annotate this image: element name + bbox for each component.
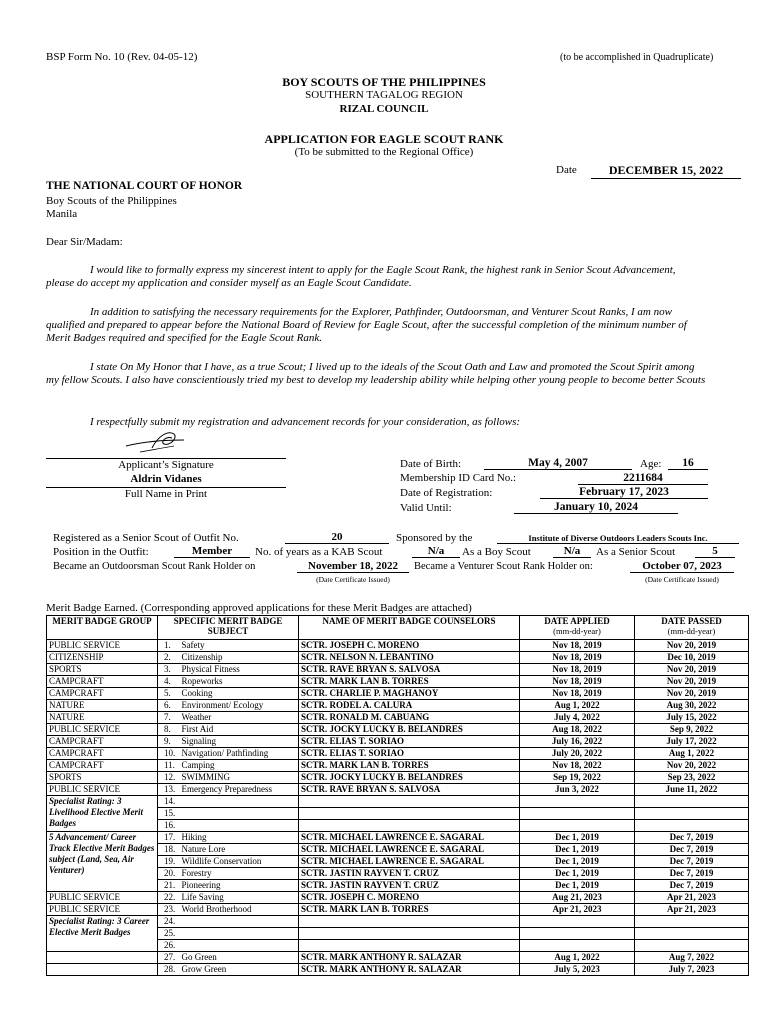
- subject-cell: Pioneering: [180, 880, 299, 892]
- date-applied-cell: Nov 18, 2019: [520, 640, 635, 652]
- valid-label: Valid Until:: [400, 502, 452, 514]
- counselor-cell: [299, 796, 520, 808]
- kab-label: No. of years as a KAB Scout: [255, 546, 383, 558]
- row-number: 22.: [158, 892, 180, 904]
- paragraph-honor: I state On My Honor that I have, as a true Scout; I lived up to the ideals of the Scout Oath and Law and promoted the Scout Spirit among my fellow Scouts. I also have conscientiously tried my best to develop my leadership ability while helping other young people to become better Scouts: [46, 361, 706, 386]
- date-applied-cell: [520, 820, 635, 832]
- group-note-cell: Specialist Rating: 3 Career Elective Merit Badges: [47, 916, 158, 952]
- table-row: [47, 724, 749, 736]
- counselor-cell: SCTR. JOCKY LUCKY B. BELANDRES: [299, 772, 520, 784]
- counselor-cell: SCTR. ELIAS T. SORIAO: [299, 736, 520, 748]
- date-applied-cell: Nov 18, 2019: [520, 652, 635, 664]
- date-passed-cell: Dec 10, 2019: [635, 652, 749, 664]
- row-number: 7.: [158, 712, 180, 724]
- group-cell: CAMPCRAFT: [47, 736, 158, 748]
- header-group: MERIT BADGE GROUP: [47, 616, 158, 640]
- group-cell: [47, 964, 158, 976]
- subject-cell: Environment/ Ecology: [180, 700, 299, 712]
- row-number: 4.: [158, 676, 180, 688]
- date-passed-cell: Nov 20, 2019: [635, 688, 749, 700]
- membership-label: Membership ID Card No.:: [400, 472, 517, 484]
- date-applied-cell: [520, 940, 635, 952]
- row-number: 17.: [158, 832, 180, 844]
- subject-cell: Emergency Preparedness: [180, 784, 299, 796]
- subject-cell: Cooking: [180, 688, 299, 700]
- row-number: 16.: [158, 820, 180, 832]
- group-cell: CAMPCRAFT: [47, 748, 158, 760]
- date-passed-cell: Nov 20, 2019: [635, 664, 749, 676]
- boy-scout-label: As a Boy Scout: [462, 546, 531, 558]
- date-applied-cell: Nov 18, 2019: [520, 688, 635, 700]
- counselor-cell: SCTR. RODEL A. CALURA: [299, 700, 520, 712]
- senior-scout-years: 5: [695, 545, 735, 558]
- date-applied-cell: Dec 1, 2019: [520, 856, 635, 868]
- row-number: 12.: [158, 772, 180, 784]
- group-cell: NATURE: [47, 700, 158, 712]
- subject-cell: Ropeworks: [180, 676, 299, 688]
- page-title: APPLICATION FOR EAGLE SCOUT RANK: [264, 132, 504, 146]
- date-applied-cell: Jun 3, 2022: [520, 784, 635, 796]
- date-value: DECEMBER 15, 2022: [591, 163, 741, 179]
- date-applied-cell: Aug 18, 2022: [520, 724, 635, 736]
- date-passed-cell: Nov 20, 2019: [635, 676, 749, 688]
- date-passed-cell: July 7, 2023: [635, 964, 749, 976]
- signature-image: [122, 428, 192, 456]
- group-cell: CAMPCRAFT: [47, 688, 158, 700]
- subject-cell: Forestry: [180, 868, 299, 880]
- table-row: [47, 712, 749, 724]
- subject-cell: [180, 928, 299, 940]
- counselor-cell: SCTR. NELSON N. LEBANTINO: [299, 652, 520, 664]
- region-name: SOUTHERN TAGALOG REGION: [305, 89, 463, 101]
- date-applied-cell: Aug 1, 2022: [520, 952, 635, 964]
- date-passed-cell: Dec 7, 2019: [635, 868, 749, 880]
- paragraph-submit: I respectfully submit my registration and advancement records for your consideration, as follows:: [90, 416, 521, 428]
- sponsor-name: Institute of Diverse Outdoors Leaders Scouts Inc.: [497, 533, 739, 544]
- name-label: Full Name in Print: [124, 488, 208, 500]
- table-row: [47, 736, 749, 748]
- paragraph-requirements: In addition to satisfying the necessary requirements for the Explorer, Pathfinder, Outdoorsman, and Venturer Scout Ranks, I am now qualified and prepared to appear before the National Board of Review for Eagle Scout, after the successful completion of the minimum number of Merit Badges required and specified for the Eagle Scout Rank.: [46, 306, 687, 344]
- subject-cell: [180, 796, 299, 808]
- row-number: 8.: [158, 724, 180, 736]
- registration-value: February 17, 2023: [540, 486, 708, 499]
- table-row: [47, 916, 749, 928]
- subject-cell: Citizenship: [180, 652, 299, 664]
- counselor-cell: SCTR. ELIAS T. SORIAO: [299, 748, 520, 760]
- date-applied-cell: July 4, 2022: [520, 712, 635, 724]
- date-applied-cell: July 20, 2022: [520, 748, 635, 760]
- date-passed-cell: [635, 928, 749, 940]
- org-name: BOY SCOUTS OF THE PHILIPPINES: [282, 75, 486, 89]
- group-cell: PUBLIC SERVICE: [47, 904, 158, 916]
- subject-cell: Wildlife Conservation: [180, 856, 299, 868]
- subject-cell: Grow Green: [180, 964, 299, 976]
- group-note-cell: Specialist Rating: 3 Livelihood Elective Merit Badges: [47, 796, 158, 832]
- signature-label: Applicant’s Signature: [118, 459, 214, 471]
- counselor-cell: SCTR. MARK ANTHONY R. SALAZAR: [299, 964, 520, 976]
- table-row: [47, 676, 749, 688]
- subject-cell: World Brotherhood: [180, 904, 299, 916]
- date-applied-cell: [520, 796, 635, 808]
- age-value: 16: [668, 457, 708, 470]
- subject-cell: [180, 916, 299, 928]
- row-number: 1.: [158, 640, 180, 652]
- row-number: 25.: [158, 928, 180, 940]
- counselor-cell: SCTR. RAVE BRYAN S. SALVOSA: [299, 784, 520, 796]
- row-number: 24.: [158, 916, 180, 928]
- date-applied-cell: Dec 1, 2019: [520, 880, 635, 892]
- group-note-cell: 5 Advancement/ Career Track Elective Merit Badges subject (Land, Sea, Air Venturer): [47, 832, 158, 892]
- date-passed-cell: Nov 20, 2019: [635, 640, 749, 652]
- date-applied-cell: Nov 18, 2019: [520, 664, 635, 676]
- counselor-cell: [299, 808, 520, 820]
- table-row: [47, 664, 749, 676]
- date-applied-cell: Aug 21, 2023: [520, 892, 635, 904]
- counselor-cell: SCTR. MARK LAN B. TORRES: [299, 676, 520, 688]
- table-row: [47, 904, 749, 916]
- date-applied-cell: Dec 1, 2019: [520, 844, 635, 856]
- subject-cell: First Aid: [180, 724, 299, 736]
- group-cell: CAMPCRAFT: [47, 760, 158, 772]
- row-number: 2.: [158, 652, 180, 664]
- counselor-cell: [299, 916, 520, 928]
- group-cell: SPORTS: [47, 772, 158, 784]
- date-passed-cell: Apr 21, 2023: [635, 904, 749, 916]
- date-passed-cell: Aug 1, 2022: [635, 748, 749, 760]
- outfit-number: 20: [285, 531, 389, 544]
- date-applied-cell: Apr 21, 2023: [520, 904, 635, 916]
- table-row: [47, 784, 749, 796]
- date-passed-cell: Sep 23, 2022: [635, 772, 749, 784]
- group-cell: PUBLIC SERVICE: [47, 892, 158, 904]
- date-passed-cell: [635, 808, 749, 820]
- row-number: 19.: [158, 856, 180, 868]
- date-passed-cell: Aug 30, 2022: [635, 700, 749, 712]
- date-passed-cell: Dec 7, 2019: [635, 880, 749, 892]
- subject-cell: [180, 940, 299, 952]
- row-number: 13.: [158, 784, 180, 796]
- counselor-cell: SCTR. MICHAEL LAWRENCE E. SAGARAL: [299, 844, 520, 856]
- membership-value: 2211684: [578, 472, 708, 485]
- table-row: [47, 832, 749, 844]
- date-passed-cell: July 15, 2022: [635, 712, 749, 724]
- date-passed-cell: [635, 916, 749, 928]
- row-number: 10.: [158, 748, 180, 760]
- senior-scout-label: As a Senior Scout: [596, 546, 676, 558]
- dob-label: Date of Birth:: [400, 458, 462, 470]
- row-number: 21.: [158, 880, 180, 892]
- counselor-cell: SCTR. RAVE BRYAN S. SALVOSA: [299, 664, 520, 676]
- row-number: 23.: [158, 904, 180, 916]
- date-passed-cell: Nov 20, 2022: [635, 760, 749, 772]
- table-row: [47, 964, 749, 976]
- date-passed-cell: Apr 21, 2023: [635, 892, 749, 904]
- row-number: 26.: [158, 940, 180, 952]
- date-applied-cell: July 5, 2023: [520, 964, 635, 976]
- date-passed-cell: Aug 7, 2022: [635, 952, 749, 964]
- row-number: 15.: [158, 808, 180, 820]
- table-row: [47, 760, 749, 772]
- counselor-cell: SCTR. JOSEPH C. MORENO: [299, 892, 520, 904]
- date-applied-cell: Dec 1, 2019: [520, 868, 635, 880]
- row-number: 9.: [158, 736, 180, 748]
- paragraph-intent: I would like to formally express my sincerest intent to apply for the Eagle Scout Rank, the highest rank in Senior Scout Advancement, please do accept my application and consider myself as an Eagle Scout Candidate.: [46, 264, 676, 289]
- quadruplicate-note: (to be accomplished in Quadruplicate): [560, 52, 714, 63]
- date-applied-cell: July 16, 2022: [520, 736, 635, 748]
- registration-label: Date of Registration:: [400, 487, 493, 499]
- subject-cell: Go Green: [180, 952, 299, 964]
- table-header-row: [47, 616, 749, 640]
- kab-years: N/a: [412, 545, 460, 558]
- counselor-cell: SCTR. MICHAEL LAWRENCE E. SAGARAL: [299, 832, 520, 844]
- date-passed-cell: June 11, 2022: [635, 784, 749, 796]
- row-number: 11.: [158, 760, 180, 772]
- date-applied-cell: [520, 916, 635, 928]
- dob-value: May 4, 2007: [484, 457, 632, 470]
- addressee-line3: Manila: [46, 208, 78, 220]
- date-passed-cell: Dec 7, 2019: [635, 856, 749, 868]
- row-number: 20.: [158, 868, 180, 880]
- group-cell: CAMPCRAFT: [47, 676, 158, 688]
- subject-cell: Camping: [180, 760, 299, 772]
- counselor-cell: SCTR. RONALD M. CABUANG: [299, 712, 520, 724]
- header-subject: SPECIFIC MERIT BADGE SUBJECT: [158, 616, 299, 640]
- date-applied-cell: Sep 19, 2022: [520, 772, 635, 784]
- header-passed: DATE PASSED (mm-dd-year): [635, 616, 749, 640]
- counselor-cell: SCTR. CHARLIE P. MAGHANOY: [299, 688, 520, 700]
- group-cell: PUBLIC SERVICE: [47, 724, 158, 736]
- subject-cell: Weather: [180, 712, 299, 724]
- subject-cell: Life Saving: [180, 892, 299, 904]
- group-cell: CITIZENSHIP: [47, 652, 158, 664]
- counselor-cell: [299, 940, 520, 952]
- date-applied-cell: Nov 18, 2019: [520, 676, 635, 688]
- valid-value: January 10, 2024: [514, 501, 678, 514]
- date-passed-cell: Dec 7, 2019: [635, 832, 749, 844]
- merit-badge-table: [46, 615, 749, 976]
- row-number: 3.: [158, 664, 180, 676]
- date-applied-cell: Nov 18, 2022: [520, 760, 635, 772]
- group-cell: PUBLIC SERVICE: [47, 784, 158, 796]
- age-label: Age:: [640, 458, 662, 470]
- counselor-cell: SCTR. JOSEPH C. MORENO: [299, 640, 520, 652]
- outdoorsman-label: Became an Outdoorsman Scout Rank Holder on: [53, 561, 256, 572]
- row-number: 14.: [158, 796, 180, 808]
- group-cell: [47, 952, 158, 964]
- date-passed-cell: July 17, 2022: [635, 736, 749, 748]
- outdoorsman-cert-note: (Date Certificate Issued): [316, 575, 390, 584]
- venturer-label: Became a Venturer Scout Rank Holder on:: [414, 561, 593, 572]
- sponsored-label: Sponsored by the: [396, 532, 473, 544]
- outdoorsman-date: November 18, 2022: [297, 560, 409, 573]
- table-row: [47, 952, 749, 964]
- table-row: [47, 652, 749, 664]
- group-cell: PUBLIC SERVICE: [47, 640, 158, 652]
- date-label: Date: [556, 164, 577, 176]
- date-passed-cell: Dec 7, 2019: [635, 844, 749, 856]
- addressee-line2: Boy Scouts of the Philippines: [46, 195, 177, 207]
- counselor-cell: SCTR. MICHAEL LAWRENCE E. SAGARAL: [299, 856, 520, 868]
- salutation: Dear Sir/Madam:: [46, 236, 123, 248]
- form-number: BSP Form No. 10 (Rev. 04-05-12): [46, 51, 198, 63]
- page-subtitle: (To be submitted to the Regional Office): [294, 146, 474, 158]
- date-applied-cell: Aug 1, 2022: [520, 700, 635, 712]
- merit-heading: Merit Badge Earned. (Corresponding approved applications for these Merit Badges are attached): [46, 602, 472, 614]
- subject-cell: Navigation/ Pathfinding: [180, 748, 299, 760]
- position-value: Member: [174, 545, 250, 558]
- row-number: 5.: [158, 688, 180, 700]
- counselor-cell: [299, 820, 520, 832]
- addressee-line1: THE NATIONAL COURT OF HONOR: [46, 180, 243, 192]
- date-passed-cell: [635, 820, 749, 832]
- registered-label: Registered as a Senior Scout of Outfit No.: [53, 532, 239, 544]
- venturer-cert-note: (Date Certificate Issued): [645, 575, 719, 584]
- subject-cell: SWIMMING: [180, 772, 299, 784]
- group-cell: NATURE: [47, 712, 158, 724]
- counselor-cell: SCTR. MARK LAN B. TORRES: [299, 760, 520, 772]
- subject-cell: Signaling: [180, 736, 299, 748]
- counselor-cell: SCTR. JOCKY LUCKY B. BELANDRES: [299, 724, 520, 736]
- table-row: [47, 796, 749, 808]
- date-applied-cell: Dec 1, 2019: [520, 832, 635, 844]
- council-name: RIZAL COUNCIL: [339, 103, 429, 115]
- counselor-cell: SCTR. JASTIN RAYVEN T. CRUZ: [299, 880, 520, 892]
- subject-cell: Nature Lore: [180, 844, 299, 856]
- date-passed-cell: [635, 796, 749, 808]
- header-applied: DATE APPLIED (mm-dd-year): [520, 616, 635, 640]
- subject-cell: [180, 820, 299, 832]
- header-counselors: NAME OF MERIT BADGE COUNSELORS: [299, 616, 520, 640]
- date-passed-cell: [635, 940, 749, 952]
- counselor-cell: SCTR. MARK LAN B. TORRES: [299, 904, 520, 916]
- row-number: 18.: [158, 844, 180, 856]
- date-applied-cell: [520, 808, 635, 820]
- table-row: [47, 700, 749, 712]
- subject-cell: Physical Fitness: [180, 664, 299, 676]
- row-number: 27.: [158, 952, 180, 964]
- subject-cell: Hiking: [180, 832, 299, 844]
- row-number: 28.: [158, 964, 180, 976]
- group-cell: SPORTS: [47, 664, 158, 676]
- row-number: 6.: [158, 700, 180, 712]
- boy-scout-years: N/a: [553, 545, 591, 558]
- table-row: [47, 640, 749, 652]
- table-row: [47, 688, 749, 700]
- subject-cell: Safety: [180, 640, 299, 652]
- date-applied-cell: [520, 928, 635, 940]
- position-label: Position in the Outfit:: [53, 546, 149, 558]
- counselor-cell: SCTR. MARK ANTHONY R. SALAZAR: [299, 952, 520, 964]
- applicant-name: Aldrin Vidanes: [130, 473, 202, 485]
- table-row: [47, 748, 749, 760]
- venturer-date: October 07, 2023: [630, 560, 734, 573]
- counselor-cell: SCTR. JASTIN RAYVEN T. CRUZ: [299, 868, 520, 880]
- counselor-cell: [299, 928, 520, 940]
- table-row: [47, 772, 749, 784]
- table-row: [47, 892, 749, 904]
- subject-cell: [180, 808, 299, 820]
- date-passed-cell: Sep 9, 2022: [635, 724, 749, 736]
